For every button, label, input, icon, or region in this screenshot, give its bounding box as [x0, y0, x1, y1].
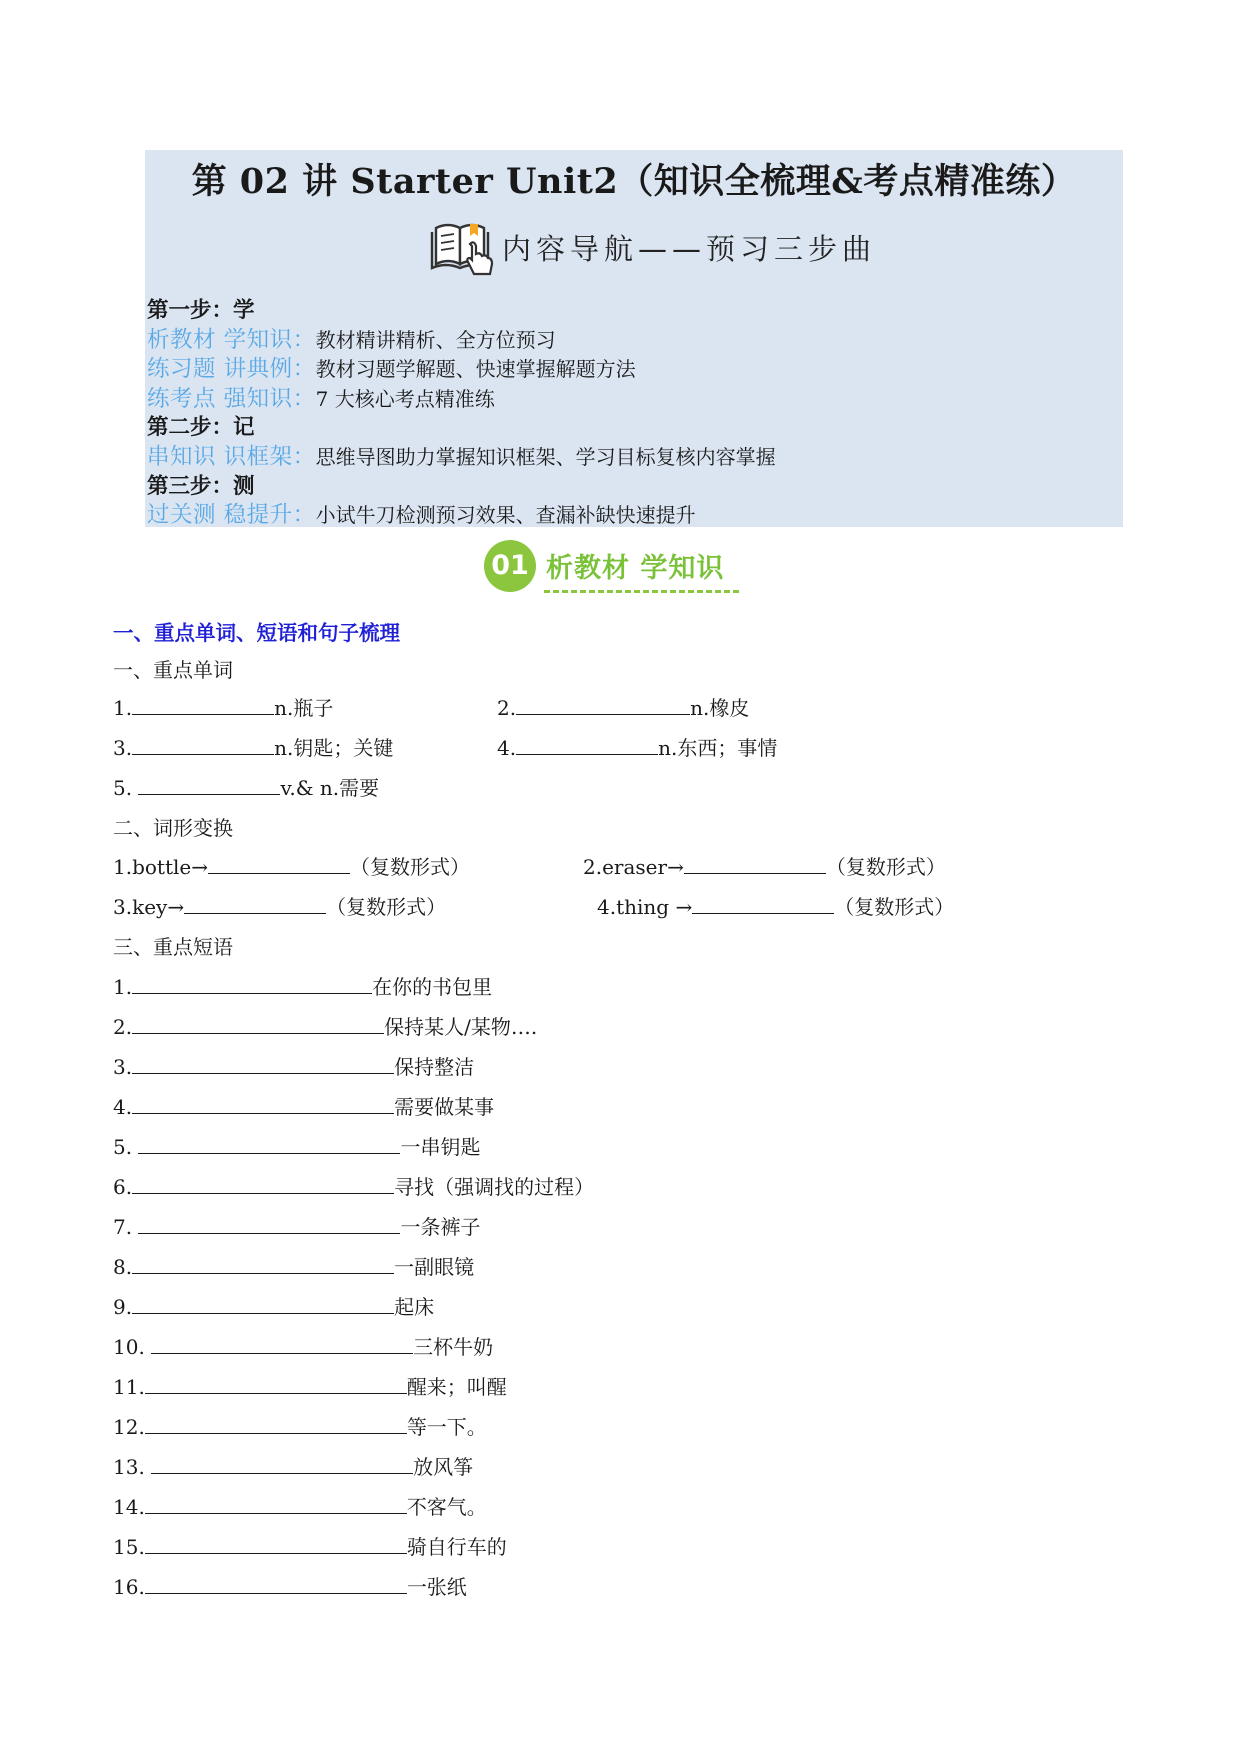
- fill-blank[interactable]: [208, 857, 350, 874]
- fill-blank[interactable]: [145, 1377, 407, 1394]
- item-number: 11.: [113, 1375, 145, 1399]
- item-number: 3.: [113, 1055, 133, 1079]
- item-number: 14.: [113, 1495, 145, 1519]
- item-number: 9.: [113, 1295, 133, 1319]
- nav-title: 内容导航——预习三步曲: [502, 231, 877, 266]
- phrase-item: [113, 1091, 494, 1120]
- fill-blank[interactable]: [132, 698, 274, 715]
- item-meaning: 寻找（强调找的过程）: [394, 1175, 595, 1199]
- item-meaning: 一条裤子: [400, 1215, 481, 1239]
- item-meaning: 在你的书包里: [372, 975, 493, 999]
- fill-blank[interactable]: [138, 778, 280, 795]
- step-description: 小试牛刀检测预习效果、查漏补缺快速提升: [315, 503, 696, 528]
- item-number: 15.: [113, 1535, 145, 1559]
- fill-blank[interactable]: [132, 1017, 384, 1034]
- step-description: 教材习题学解题、快速掌握解题方法: [315, 357, 636, 382]
- step-description: 教材精讲精析、全方位预习: [315, 327, 556, 352]
- phrase-item: [113, 1051, 474, 1080]
- item-word: 3.key→: [113, 895, 185, 919]
- subheading-words: 一、重点单词: [113, 658, 233, 682]
- section-badge-title: 析教材 学知识: [546, 553, 725, 584]
- step-row: [147, 501, 776, 531]
- word-item: [497, 732, 777, 761]
- item-number: 3.: [113, 736, 133, 760]
- item-number: 2.: [113, 1015, 133, 1039]
- fill-blank[interactable]: [138, 1217, 400, 1234]
- badge-underline: [544, 590, 739, 593]
- item-meaning: 一串钥匙: [400, 1135, 481, 1159]
- form-item: [113, 891, 446, 920]
- phrase-item: [113, 1331, 493, 1360]
- item-number: 5.: [113, 776, 139, 800]
- item-meaning: 醒来；叫醒: [406, 1375, 507, 1399]
- step-keyword: 练习题 讲典例：: [147, 356, 316, 383]
- item-meaning: 起床: [394, 1295, 435, 1319]
- phrase-item: [113, 1571, 467, 1600]
- phrase-item: [113, 971, 492, 1000]
- fill-blank[interactable]: [692, 897, 834, 914]
- step-one: 第一步：学: [147, 298, 255, 323]
- item-meaning: 需要做某事: [394, 1095, 495, 1119]
- fill-blank[interactable]: [151, 1457, 413, 1474]
- word-item: [497, 692, 749, 721]
- fill-blank[interactable]: [184, 897, 326, 914]
- item-number: 1.: [113, 696, 133, 720]
- item-number: 8.: [113, 1255, 133, 1279]
- subheading-forms: 二、词形变换: [113, 816, 233, 840]
- phrase-item: [113, 1251, 474, 1280]
- fill-blank[interactable]: [132, 1257, 394, 1274]
- form-item: [113, 851, 470, 880]
- step-keyword: 过关测 稳提升：: [147, 502, 316, 529]
- step-row: [147, 443, 776, 473]
- item-number: 4.: [113, 1095, 133, 1119]
- item-number: 4.: [497, 736, 517, 760]
- phrase-item: [113, 1211, 480, 1240]
- page-title: 第 02 讲 Starter Unit2（知识全梳理&考点精准练）: [191, 161, 1077, 202]
- step-keyword: 串知识 识框架：: [147, 443, 316, 470]
- step-keyword: 练考点 强知识：: [147, 385, 316, 412]
- item-meaning: n.瓶子: [274, 696, 334, 720]
- item-number: 7.: [113, 1215, 139, 1239]
- content-navigation: [430, 215, 876, 279]
- item-meaning: 一副眼镜: [394, 1255, 475, 1279]
- phrase-item: [113, 1491, 487, 1520]
- step-description: 7 大核心考点精准练: [315, 386, 495, 411]
- item-meaning: 放风筝: [413, 1455, 474, 1479]
- item-meaning: 三杯牛奶: [413, 1335, 494, 1359]
- word-item: [113, 772, 379, 801]
- item-word: 1.bottle→: [113, 855, 208, 879]
- item-number: 1.: [113, 975, 133, 999]
- item-number: 10.: [113, 1335, 152, 1359]
- item-meaning: 骑自行车的: [406, 1535, 507, 1559]
- step-two: 第二步：记: [147, 415, 255, 441]
- preview-steps: [147, 297, 776, 531]
- item-note: （复数形式）: [326, 895, 447, 919]
- fill-blank[interactable]: [145, 1537, 407, 1554]
- fill-blank[interactable]: [132, 1057, 394, 1074]
- item-word: 4.thing →: [597, 895, 693, 919]
- item-meaning: 等一下。: [406, 1415, 487, 1439]
- item-number: 12.: [113, 1415, 145, 1439]
- item-meaning: 保持整洁: [394, 1055, 475, 1079]
- step-three: 第三步：测: [147, 473, 255, 499]
- item-meaning: n.东西；事情: [658, 736, 778, 760]
- fill-blank[interactable]: [132, 1297, 394, 1314]
- fill-blank[interactable]: [684, 857, 826, 874]
- phrase-item: [113, 1451, 473, 1480]
- section-number: 01: [484, 540, 536, 592]
- word-item: [113, 732, 393, 761]
- fill-blank[interactable]: [516, 698, 690, 715]
- phrase-item: [113, 1011, 537, 1040]
- phrase-item: [113, 1291, 434, 1320]
- fill-blank[interactable]: [132, 1177, 394, 1194]
- section-heading: 一、重点单词、短语和句子梳理: [113, 621, 400, 645]
- item-number: 13.: [113, 1455, 152, 1479]
- phrase-item: [113, 1371, 507, 1400]
- item-meaning: 不客气。: [406, 1495, 487, 1519]
- step-row: [147, 385, 776, 415]
- fill-blank[interactable]: [151, 1337, 413, 1354]
- item-number: 16.: [113, 1575, 145, 1599]
- item-number: 2.: [497, 696, 517, 720]
- item-meaning: 一张纸: [406, 1575, 467, 1599]
- item-meaning: n.钥匙；关键: [274, 736, 394, 760]
- book-pointer-icon: [430, 214, 496, 280]
- step-row: [147, 326, 776, 356]
- step-keyword: 析教材 学知识：: [147, 326, 316, 353]
- item-note: （复数形式）: [834, 895, 955, 919]
- fill-blank[interactable]: [132, 977, 372, 994]
- fill-blank[interactable]: [132, 1097, 394, 1114]
- item-note: （复数形式）: [350, 855, 470, 879]
- fill-blank[interactable]: [145, 1417, 407, 1434]
- item-number: 6.: [113, 1175, 133, 1199]
- fill-blank[interactable]: [132, 738, 274, 755]
- word-item: [113, 692, 333, 721]
- item-word: 2.eraser→: [583, 855, 684, 879]
- item-meaning: v.& n.需要: [280, 776, 380, 800]
- section-badge: [484, 538, 764, 598]
- phrase-item: [113, 1531, 507, 1560]
- fill-blank[interactable]: [145, 1497, 407, 1514]
- fill-blank[interactable]: [138, 1137, 400, 1154]
- item-meaning: 保持某人/某物….: [384, 1015, 538, 1039]
- phrase-item: [113, 1411, 487, 1440]
- subheading-phrases: 三、重点短语: [113, 935, 233, 959]
- item-meaning: n.橡皮: [690, 696, 750, 720]
- phrase-item: [113, 1171, 594, 1200]
- fill-blank[interactable]: [145, 1577, 407, 1594]
- phrase-item: [113, 1131, 480, 1160]
- step-row: [147, 355, 776, 385]
- item-number: 5.: [113, 1135, 139, 1159]
- form-item: [597, 891, 954, 920]
- item-note: （复数形式）: [825, 855, 946, 879]
- form-item: [583, 851, 946, 880]
- step-description: 思维导图助力掌握知识框架、学习目标复核内容掌握: [315, 444, 776, 469]
- fill-blank[interactable]: [516, 738, 658, 755]
